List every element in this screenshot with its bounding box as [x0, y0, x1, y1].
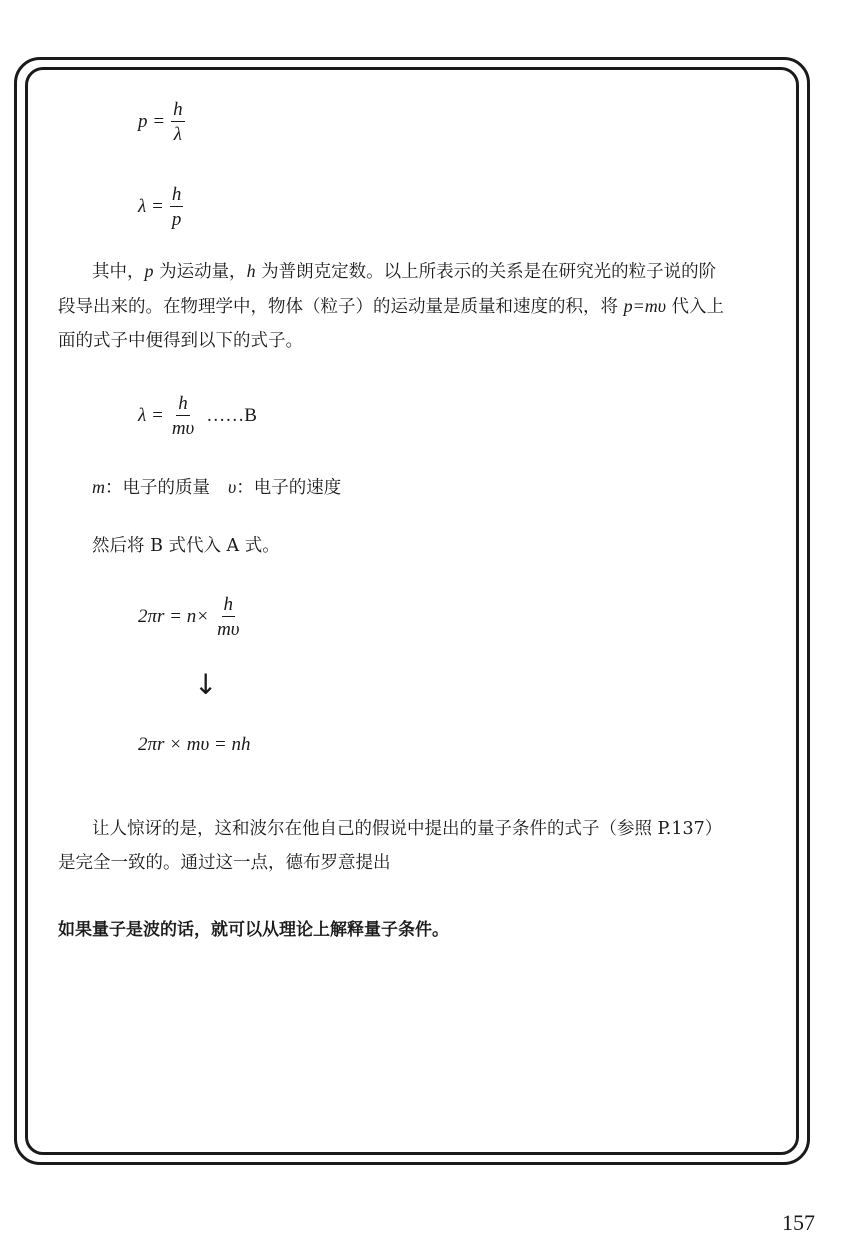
paragraph-line: 让人惊讶的是，这和波尔在他自己的假说中提出的量子条件的式子（参照 P.137）	[92, 819, 723, 839]
substitution-text: 然后将 B 式代入 A 式。	[92, 536, 280, 556]
paragraph-line: 其中，p 为运动量，h 为普朗克定数。以上所表示的关系是在研究光的粒子说的阶	[92, 261, 717, 282]
formula-lhs: λ =	[138, 196, 164, 217]
variable-definitions	[92, 470, 341, 505]
formula-lhs: p =	[138, 111, 166, 132]
formula-quantum-condition	[138, 595, 242, 639]
numerator: h	[171, 184, 182, 205]
numerator: h	[173, 99, 183, 120]
formula-de-broglie-b	[138, 394, 257, 438]
paragraph-line: 面的式子中便得到以下的式子。	[58, 331, 303, 351]
fraction	[171, 100, 185, 144]
variable-m: m	[92, 477, 105, 497]
variable-m-desc: ：电子的质量	[105, 478, 210, 498]
numerator: h	[223, 594, 234, 615]
formula-result: 2πr × mυ = nh	[138, 734, 251, 755]
paragraph-line: 段导出来的。在物理学中，物体（粒子）的运动量是质量和速度的积，将 p=mυ 代入上	[58, 296, 725, 317]
denominator: mυ	[171, 418, 195, 439]
page-number: 157	[782, 1210, 815, 1235]
numerator: h	[178, 393, 188, 414]
formula-lhs: 2πr = n×	[138, 606, 210, 627]
conclusion-statement: 如果量子是波的话，就可以从理论上解释量子条件。	[58, 920, 449, 940]
formula-wavelength	[138, 185, 183, 229]
down-arrow-icon: ↓	[194, 668, 218, 701]
paragraph-comparison	[58, 812, 808, 880]
formula-lhs: λ =	[138, 405, 164, 426]
denominator: mυ	[217, 619, 240, 640]
fraction	[215, 595, 241, 639]
variable-v: υ	[228, 477, 237, 497]
fraction	[170, 394, 196, 438]
variable-v-desc: ：电子的速度	[236, 478, 342, 498]
formula-tag: ……B	[206, 405, 257, 426]
paragraph-line: 是完全一致的。通过这一点，德布罗意提出	[58, 853, 391, 873]
denominator: p	[171, 209, 182, 230]
denominator: λ	[173, 124, 182, 145]
formula-momentum	[138, 100, 185, 144]
paragraph-momentum-explanation	[58, 254, 798, 358]
fraction	[170, 185, 184, 229]
